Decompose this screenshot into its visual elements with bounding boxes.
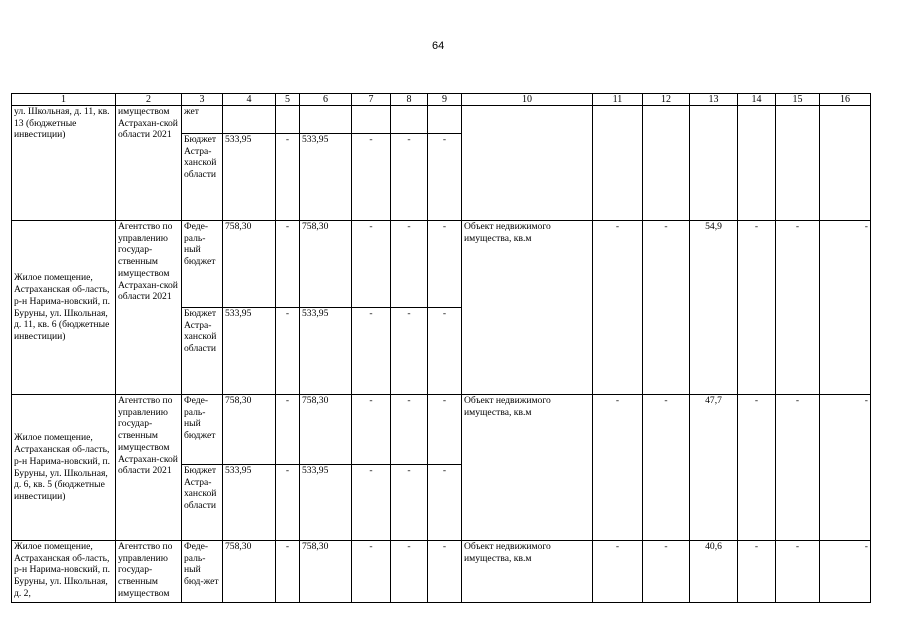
value-cell: - — [352, 395, 391, 465]
value-cell: 47,7 — [690, 395, 738, 541]
value-cell: - — [428, 308, 462, 395]
page-number: 64 — [432, 40, 445, 52]
header-cell: 6 — [300, 94, 352, 106]
header-cell: 16 — [820, 94, 871, 106]
value-cell: 758,30 — [300, 395, 352, 465]
value-cell: 40,6 — [690, 541, 738, 603]
header-cell: 11 — [593, 94, 643, 106]
funding-source: Феде-раль-ный бюджет — [182, 395, 223, 465]
header-cell: 10 — [462, 94, 593, 106]
result-name: Объект недвижимого имущества, кв.м — [462, 395, 593, 541]
customer: Агентство по управлению государ-ственным имуществом Астрахан-ской области 2021 — [116, 221, 182, 395]
funding-source: Феде-раль-ный бюд-жет — [182, 541, 223, 603]
value-cell: - — [738, 395, 776, 541]
header-cell: 1 — [12, 94, 116, 106]
value-cell: - — [643, 395, 690, 541]
value-cell: 533,95 — [300, 134, 352, 221]
value-cell: - — [428, 465, 462, 541]
value-cell: 54,9 — [690, 221, 738, 395]
value-cell: - — [776, 395, 820, 541]
value-cell: - — [643, 221, 690, 395]
value-cell: - — [391, 541, 428, 603]
table-row — [12, 106, 871, 134]
value-cell: - — [593, 395, 643, 541]
value-cell: - — [276, 465, 300, 541]
value-cell: - — [776, 221, 820, 395]
value-cell: - — [391, 465, 428, 541]
value-cell: - — [593, 541, 643, 603]
result-name: Объект недвижимого имущества, кв.м — [462, 541, 593, 603]
value-cell: - — [428, 395, 462, 465]
header-cell: 5 — [276, 94, 300, 106]
value-cell: - — [352, 541, 391, 603]
funding-source: Бюджет Астра-ханской области — [182, 465, 223, 541]
funding-source: Бюджет Астра-ханской области — [182, 308, 223, 395]
header-cell: 3 — [182, 94, 223, 106]
customer: Агентство по управлению государ-ственным имуществом Астрахан-ской области 2021 — [116, 395, 182, 541]
value-cell: 758,30 — [223, 221, 276, 308]
funding-source: жет — [182, 106, 223, 134]
value-cell: - — [593, 221, 643, 395]
header-cell: 13 — [690, 94, 738, 106]
value-cell: - — [276, 308, 300, 395]
value-cell: - — [820, 395, 871, 541]
table-row — [12, 221, 871, 308]
value-cell: - — [643, 541, 690, 603]
header-cell: 2 — [116, 94, 182, 106]
value-cell: - — [352, 465, 391, 541]
value-cell: - — [820, 221, 871, 395]
object-address: Жилое помещение, Астраханская об-ласть, р-н Нарима-новский, п. Буруны, ул. Школьная, д. 2, — [12, 541, 116, 603]
object-address: Жилое помещение, Астраханская об-ласть, р-н Нарима-новский, п. Буруны, ул. Школьная, д. 11, кв. 6 (бюджетные инвестиции) — [12, 221, 116, 395]
object-address: ул. Школьная, д. 11, кв. 13 (бюджетные инвестиции) — [12, 106, 116, 221]
value-cell: - — [738, 221, 776, 395]
value-cell: - — [391, 395, 428, 465]
table-row — [12, 395, 871, 465]
value-cell: - — [738, 541, 776, 603]
header-cell: 14 — [738, 94, 776, 106]
value-cell: - — [820, 541, 871, 603]
value-cell: 533,95 — [223, 134, 276, 221]
value-cell: 758,30 — [300, 221, 352, 308]
value-cell: 758,30 — [223, 395, 276, 465]
header-row — [12, 94, 871, 106]
table-row — [12, 541, 871, 603]
customer: имуществом Астрахан-ской области 2021 — [116, 106, 182, 221]
value-cell: - — [276, 221, 300, 308]
value-cell: - — [428, 134, 462, 221]
funding-source: Бюджет Астра-ханской области — [182, 134, 223, 221]
value-cell: - — [352, 134, 391, 221]
value-cell: - — [428, 221, 462, 308]
value-cell: - — [352, 308, 391, 395]
value-cell: 758,30 — [223, 541, 276, 603]
header-cell: 8 — [391, 94, 428, 106]
value-cell: 533,95 — [223, 465, 276, 541]
value-cell: - — [391, 221, 428, 308]
funding-source: Феде-раль-ный бюджет — [182, 221, 223, 308]
value-cell: - — [428, 541, 462, 603]
customer: Агентство по управлению государ-ственным имуществом — [116, 541, 182, 603]
value-cell: - — [391, 134, 428, 221]
header-cell: 15 — [776, 94, 820, 106]
header-cell: 7 — [352, 94, 391, 106]
result-name: Объект недвижимого имущества, кв.м — [462, 221, 593, 395]
value-cell: - — [276, 541, 300, 603]
value-cell: - — [276, 395, 300, 465]
value-cell: 533,95 — [223, 308, 276, 395]
value-cell: 533,95 — [300, 308, 352, 395]
value-cell: - — [352, 221, 391, 308]
value-cell: 758,30 — [300, 541, 352, 603]
value-cell: - — [391, 308, 428, 395]
value-cell: - — [776, 541, 820, 603]
object-address: Жилое помещение, Астраханская об-ласть, р-н Нарима-новский, п. Буруны, ул. Школьная, д. 6, кв. 5 (бюджетные инвестиции) — [12, 395, 116, 541]
value-cell: 533,95 — [300, 465, 352, 541]
header-cell: 12 — [643, 94, 690, 106]
header-cell: 4 — [223, 94, 276, 106]
budget-table — [11, 93, 871, 603]
value-cell: - — [276, 134, 300, 221]
header-cell: 9 — [428, 94, 462, 106]
